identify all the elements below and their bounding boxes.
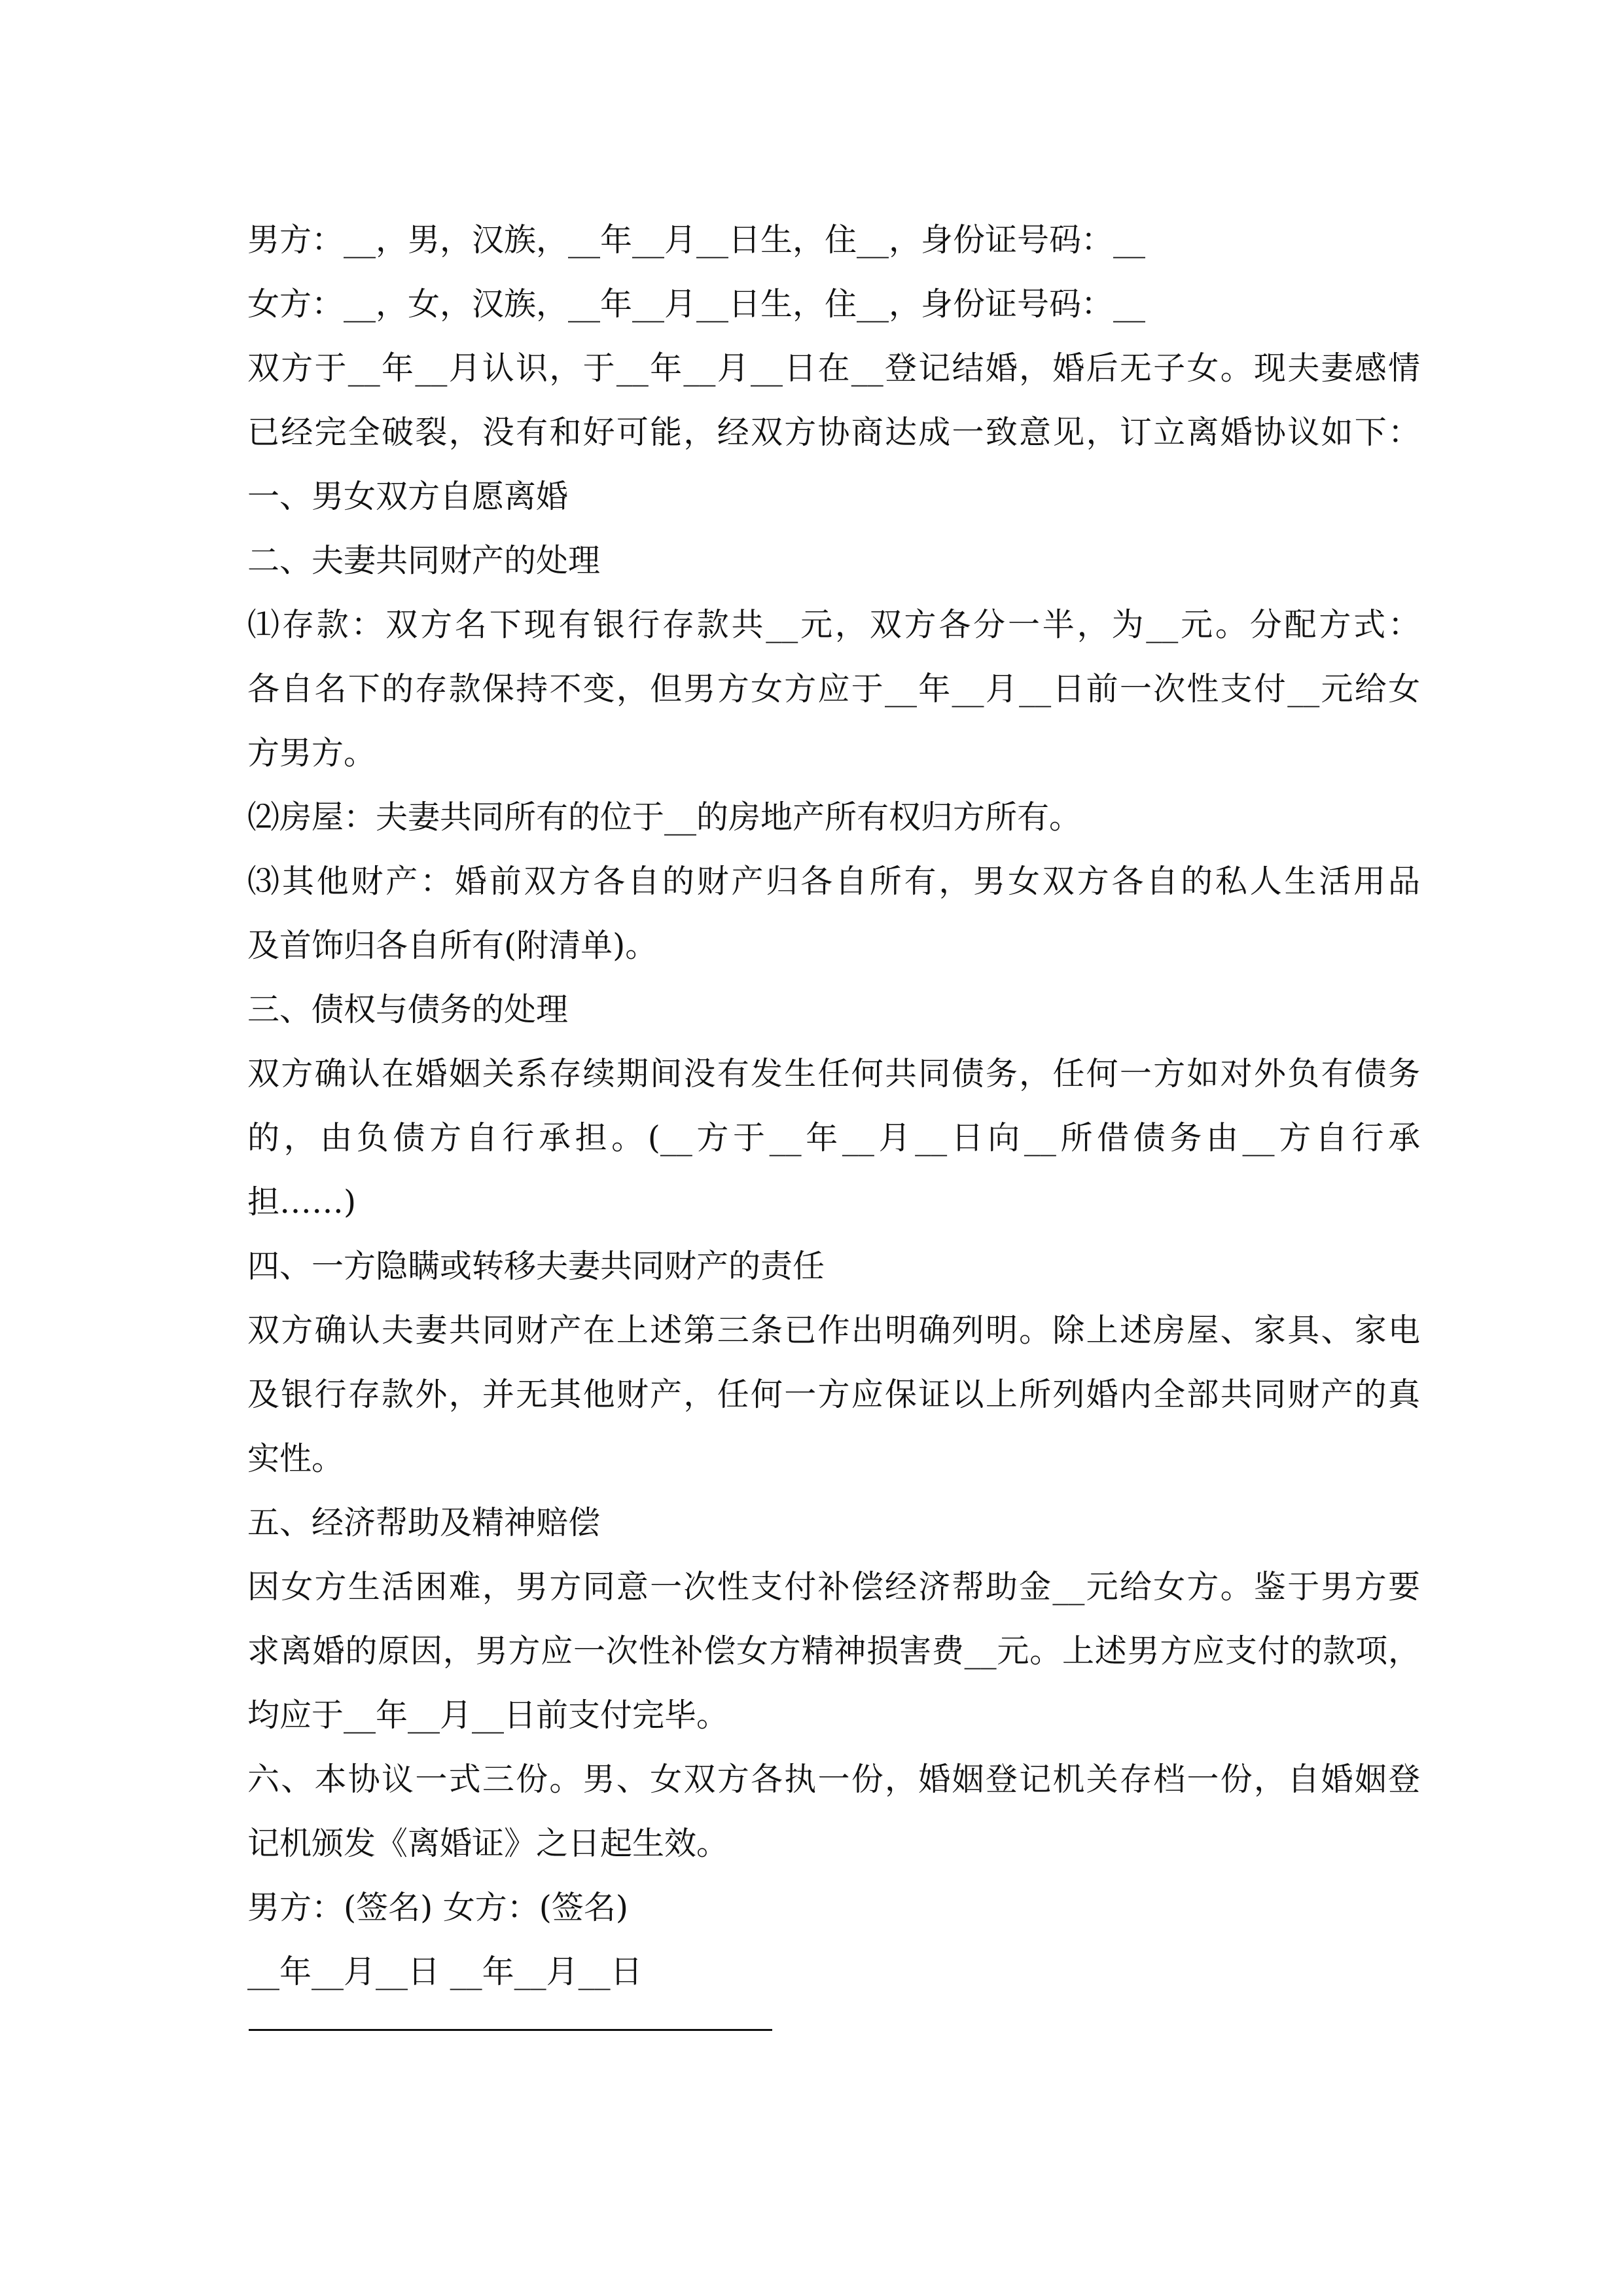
document-line: 二、夫妻共同财产的处理	[247, 542, 601, 579]
document-line: 记机颁发《离婚证》之日起生效。	[247, 1825, 729, 1862]
document-line: 男方：__，男，汉族，__年__月__日生，住__，身份证号码：__	[247, 221, 1146, 259]
document-line: 双方确认在婚姻关系存续期间没有发生任何共同债务，任何一方如对外负有债务	[247, 1055, 1420, 1092]
document-line: 六、本协议一式三份。男、女双方各执一份，婚姻登记机关存档一份，自婚姻登	[247, 1761, 1420, 1798]
document-line: 各自名下的存款保持不变，但男方女方应于__年__月__日前一次性支付__元给女	[247, 670, 1420, 708]
document-line: 四、一方隐瞒或转移夫妻共同财产的责任	[247, 1247, 825, 1285]
document-line: 一、男女双方自愿离婚	[247, 478, 569, 515]
document-line: 方男方。	[247, 734, 376, 772]
document-line: 已经完全破裂，没有和好可能，经双方协商达成一致意见，订立离婚协议如下：	[247, 414, 1420, 451]
document-line: ⑶其他财产：婚前双方各自的财产归各自所有，男女双方各自的私人生活用品	[247, 863, 1420, 900]
document-line: 担……)	[247, 1183, 357, 1221]
agreement-body	[247, 208, 1420, 2004]
document-line: 双方确认夫妻共同财产在上述第三条已作出明确列明。除上述房屋、家具、家电	[247, 1312, 1420, 1349]
bottom-rule-divider	[249, 2029, 772, 2031]
document-line: 的，由负债方自行承担。(__方于__年__月__日向__所借债务由__方自行承	[247, 1119, 1420, 1157]
document-line: 均应于__年__月__日前支付完毕。	[247, 1696, 729, 1734]
document-line: 因女方生活困难，男方同意一次性支付补偿经济帮助金__元给女方。鉴于男方要	[247, 1568, 1420, 1605]
document-line: 双方于__年__月认识，于__年__月__日在__登记结婚，婚后无子女。现夫妻感情	[247, 350, 1420, 387]
document-line: 及银行存款外，并无其他财产，任何一方应保证以上所列婚内全部共同财产的真	[247, 1376, 1420, 1413]
document-line: 实性。	[247, 1440, 344, 1477]
document-line: __年__月__日 __年__月__日	[247, 1953, 643, 1990]
document-line: 女方：__，女，汉族，__年__月__日生，住__，身份证号码：__	[247, 285, 1146, 323]
document-line: 及首饰归各自所有(附清单)。	[247, 927, 658, 964]
document-line: 五、经济帮助及精神赔偿	[247, 1504, 601, 1541]
document-line: 男方：(签名) 女方：(签名)	[247, 1889, 629, 1926]
document-line: 求离婚的原因，男方应一次性补偿女方精神损害费__元。上述男方应支付的款项，	[247, 1632, 1420, 1670]
document-line: ⑴存款：双方名下现有银行存款共__元，双方各分一半，为__元。分配方式：	[247, 606, 1420, 643]
document-line: ⑵房屋：夫妻共同所有的位于__的房地产所有权归方所有。	[247, 798, 1082, 836]
document-line: 三、债权与债务的处理	[247, 991, 569, 1028]
